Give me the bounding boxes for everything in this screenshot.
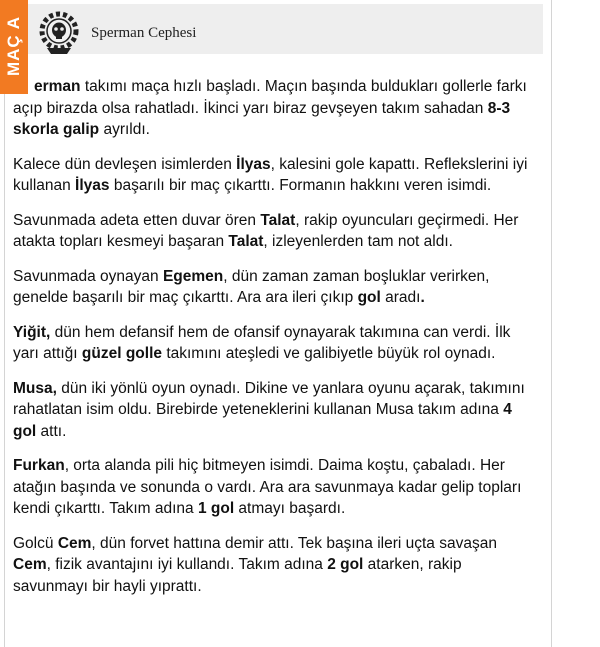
paragraph-text: Golcü (13, 534, 58, 552)
highlight-text: Talat (228, 233, 264, 250)
report-paragraph (13, 322, 539, 365)
highlight-text: 4 gol (13, 401, 512, 440)
paragraph-text: ayrıldı. (99, 121, 150, 138)
match-report-body (13, 76, 539, 610)
paragraph-text: , fizik avantajını iyi kullandı. Takım adına (46, 556, 328, 573)
highlight-text: güzel golle (81, 345, 163, 362)
highlight-text: Talat (260, 211, 296, 229)
team-header (11, 4, 543, 54)
team-name: Sperman Cephesi (91, 25, 197, 41)
paragraph-text: , rakip oyuncuları geçirmedi. Her atakta topları kesmeyi başaran (13, 211, 519, 250)
paragraph-text: Savunmada oynayan (13, 267, 163, 285)
highlight-text: 8-3 skorla galip (13, 99, 511, 138)
paragraph-text: attı. (36, 422, 67, 440)
paragraph-text: , kalesini gole kapattı. Reflekslerini iyi kullanan (13, 155, 528, 194)
paragraph-text: takımı maça hızlı başladı. Maçın başında buldukları gollerle farkı açıp birazda olsa rahatladı. İkinci yarı biraz gevşeyen takım sahadan (13, 78, 527, 117)
highlight-text: . (420, 289, 425, 306)
report-paragraph (13, 378, 539, 443)
report-paragraph (13, 154, 539, 197)
paragraph-text: Kalece dün devleşen isimlerden (13, 155, 237, 173)
report-paragraph (13, 533, 539, 598)
paragraph-text: takımını ateşledi ve galibiyetle büyük rol oynadı. (162, 345, 496, 362)
report-paragraph (13, 266, 539, 309)
highlight-text: İlyas (236, 155, 271, 173)
paragraph-text: aradı (380, 289, 421, 306)
report-paragraph (13, 76, 539, 141)
highlight-text: Egemen (162, 267, 224, 285)
highlight-text: gol (357, 289, 381, 306)
paragraph-text: başarılı bir maç çıkarttı. Formanın hakkını veren isimdi. (109, 177, 492, 194)
highlight-text: erman (34, 78, 81, 95)
highlight-text: Musa, (13, 379, 57, 397)
report-paragraph (13, 455, 539, 520)
highlight-text: 1 gol (197, 500, 235, 517)
gear-skull-emblem-icon (37, 8, 81, 58)
paragraph-text: Savunmada adeta etten duvar ören (13, 211, 261, 229)
highlight-text: Cem (57, 534, 92, 552)
report-paragraph (13, 210, 539, 253)
highlight-text: Furkan (13, 457, 65, 474)
paragraph-text: , dün forvet hattına demir attı. Tek başına ileri uçta savaşan (91, 534, 497, 552)
paragraph-text: atarken, rakip savunmayı bir hayli yıprattı. (13, 556, 462, 595)
paragraph-text: dün iki yönlü oyun oynadı. Dikine ve yanlara oyunu açarak, takımını rahatlatan isim oldu. Birebirde yeteneklerini kullanan Musa takım adına (13, 379, 525, 418)
paragraph-text: , izleyenlerden tam not aldı. (263, 233, 453, 250)
paragraph-text: , orta alanda pili hiç bitmeyen isimdi. Daima koştu, çabaladı. Her atağın başında ve sonunda o vardı. Ara ara savunmaya kadar gelip topları kendi çıkarttı. Takım adına (13, 457, 522, 517)
paragraph-text: dün hem defansif hem de ofansif oynayarak takımına can verdi. İlk yarı attığı (13, 323, 511, 362)
highlight-text: 2 gol (327, 556, 364, 573)
highlight-text: İlyas (75, 177, 110, 194)
paragraph-text: , dün zaman zaman boşluklar verirken, genelde başarılı bir maç çıkarttı. Ara ara ileri çıkıp (13, 267, 490, 306)
highlight-text: Cem (13, 556, 47, 573)
paragraph-text: atmayı başardı. (234, 500, 346, 517)
highlight-text: Yiğit, (13, 323, 51, 341)
ribbon-label: MAÇ A (4, 15, 23, 77)
